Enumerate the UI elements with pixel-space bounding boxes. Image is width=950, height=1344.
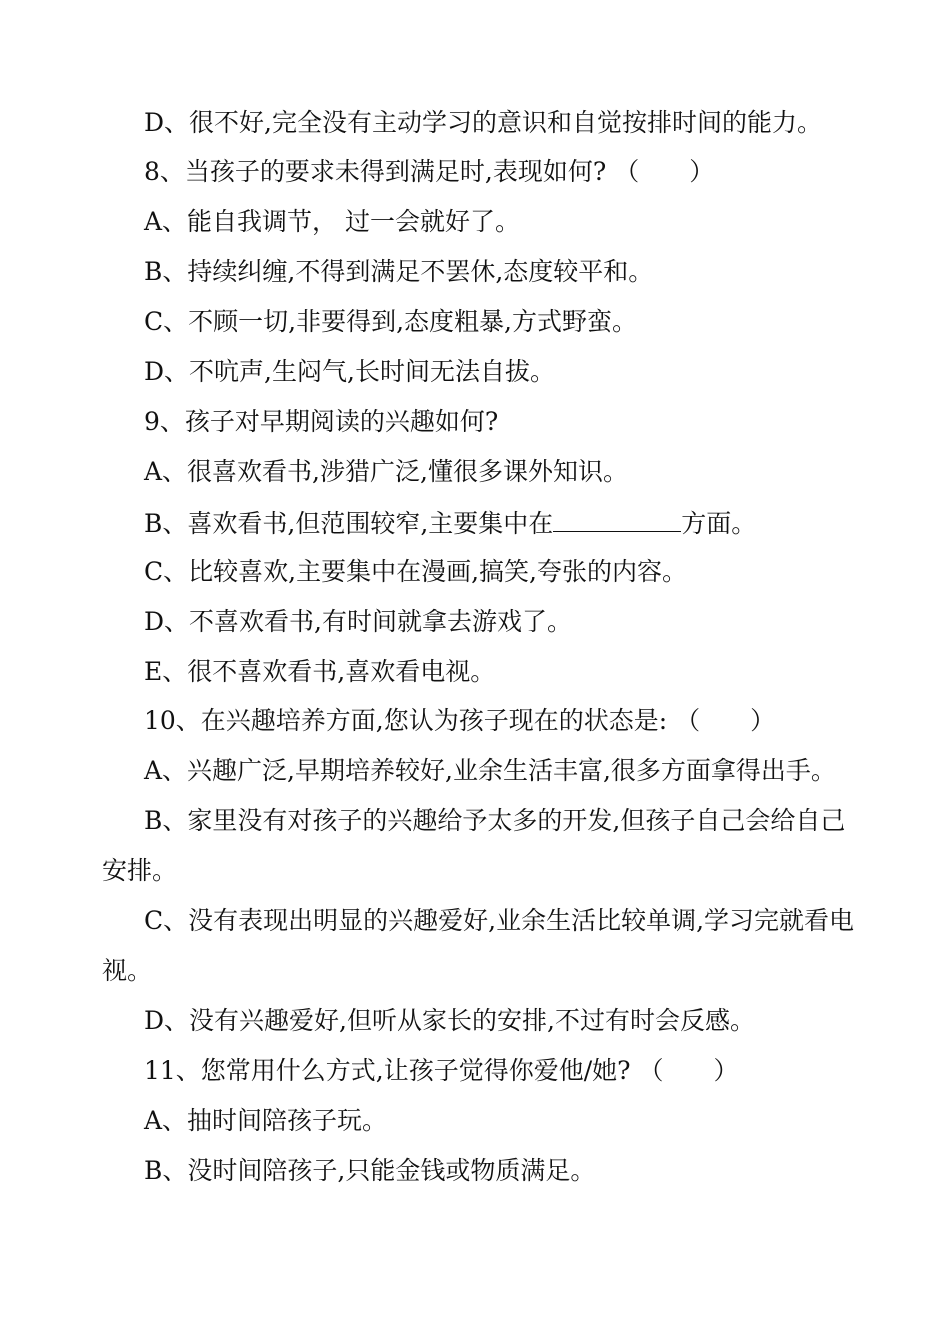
q10-option-b: B、家里没有对孩子的兴趣给予太多的开发,但孩子自己会给自己: [144, 806, 846, 835]
q11-option-a: A、抽时间陪孩子玩。: [144, 1106, 388, 1135]
q10-option-c: C、没有表现出明显的兴趣爱好,业余生活比较单调,学习完就看电: [144, 906, 855, 935]
q8-option-d: D、不吭声,生闷气,长时间无法自拔。: [144, 357, 555, 386]
q11-option-b: B、没时间陪孩子,只能金钱或物质满足。: [144, 1156, 596, 1185]
question-9: 9、孩子对早期阅读的兴趣如何?: [144, 407, 499, 436]
fill-in-blank[interactable]: [553, 507, 681, 532]
q9-option-d: D、不喜欢看书,有时间就拿去游戏了。: [144, 607, 572, 636]
q10-option-a: A、兴趣广泛,早期培养较好,业余生活丰富,很多方面拿得出手。: [144, 756, 836, 785]
q8-option-c: C、不顾一切,非要得到,态度粗暴,方式野蛮。: [144, 307, 637, 336]
q7-option-d: D、很不好,完全没有主动学习的意识和自觉按排时间的能力。: [144, 108, 822, 137]
q10-option-d: D、没有兴趣爱好,但听从家长的安排,不过有时会反感。: [144, 1006, 755, 1035]
q9-option-b: [144, 507, 756, 539]
q8-option-a: A、能自我调节， 过一会就好了。: [144, 207, 521, 236]
q10-option-b-cont: 安排。: [102, 856, 178, 885]
q9-option-b-before: B、喜欢看书,但范围较窄,主要集中在: [144, 509, 554, 538]
q9-option-c: C、比较喜欢,主要集中在漫画,搞笑,夸张的内容。: [144, 557, 687, 586]
question-8: 8、当孩子的要求未得到满足时,表现如何? （ ）: [144, 157, 715, 186]
q9-option-b-after: 方面。: [681, 509, 757, 538]
q10-option-c-cont: 视。: [102, 956, 153, 985]
q8-option-b: B、持续纠缠,不得到满足不罢休,态度较平和。: [144, 257, 654, 286]
q9-option-e: E、很不喜欢看书,喜欢看电视。: [144, 657, 496, 686]
question-10: 10、在兴趣培养方面,您认为孩子现在的状态是: （ ）: [144, 706, 776, 735]
question-11: 11、您常用什么方式,让孩子觉得你爱他/她? （ ）: [144, 1056, 739, 1085]
q9-option-a: A、很喜欢看书,涉猎广泛,懂很多课外知识。: [144, 457, 628, 486]
